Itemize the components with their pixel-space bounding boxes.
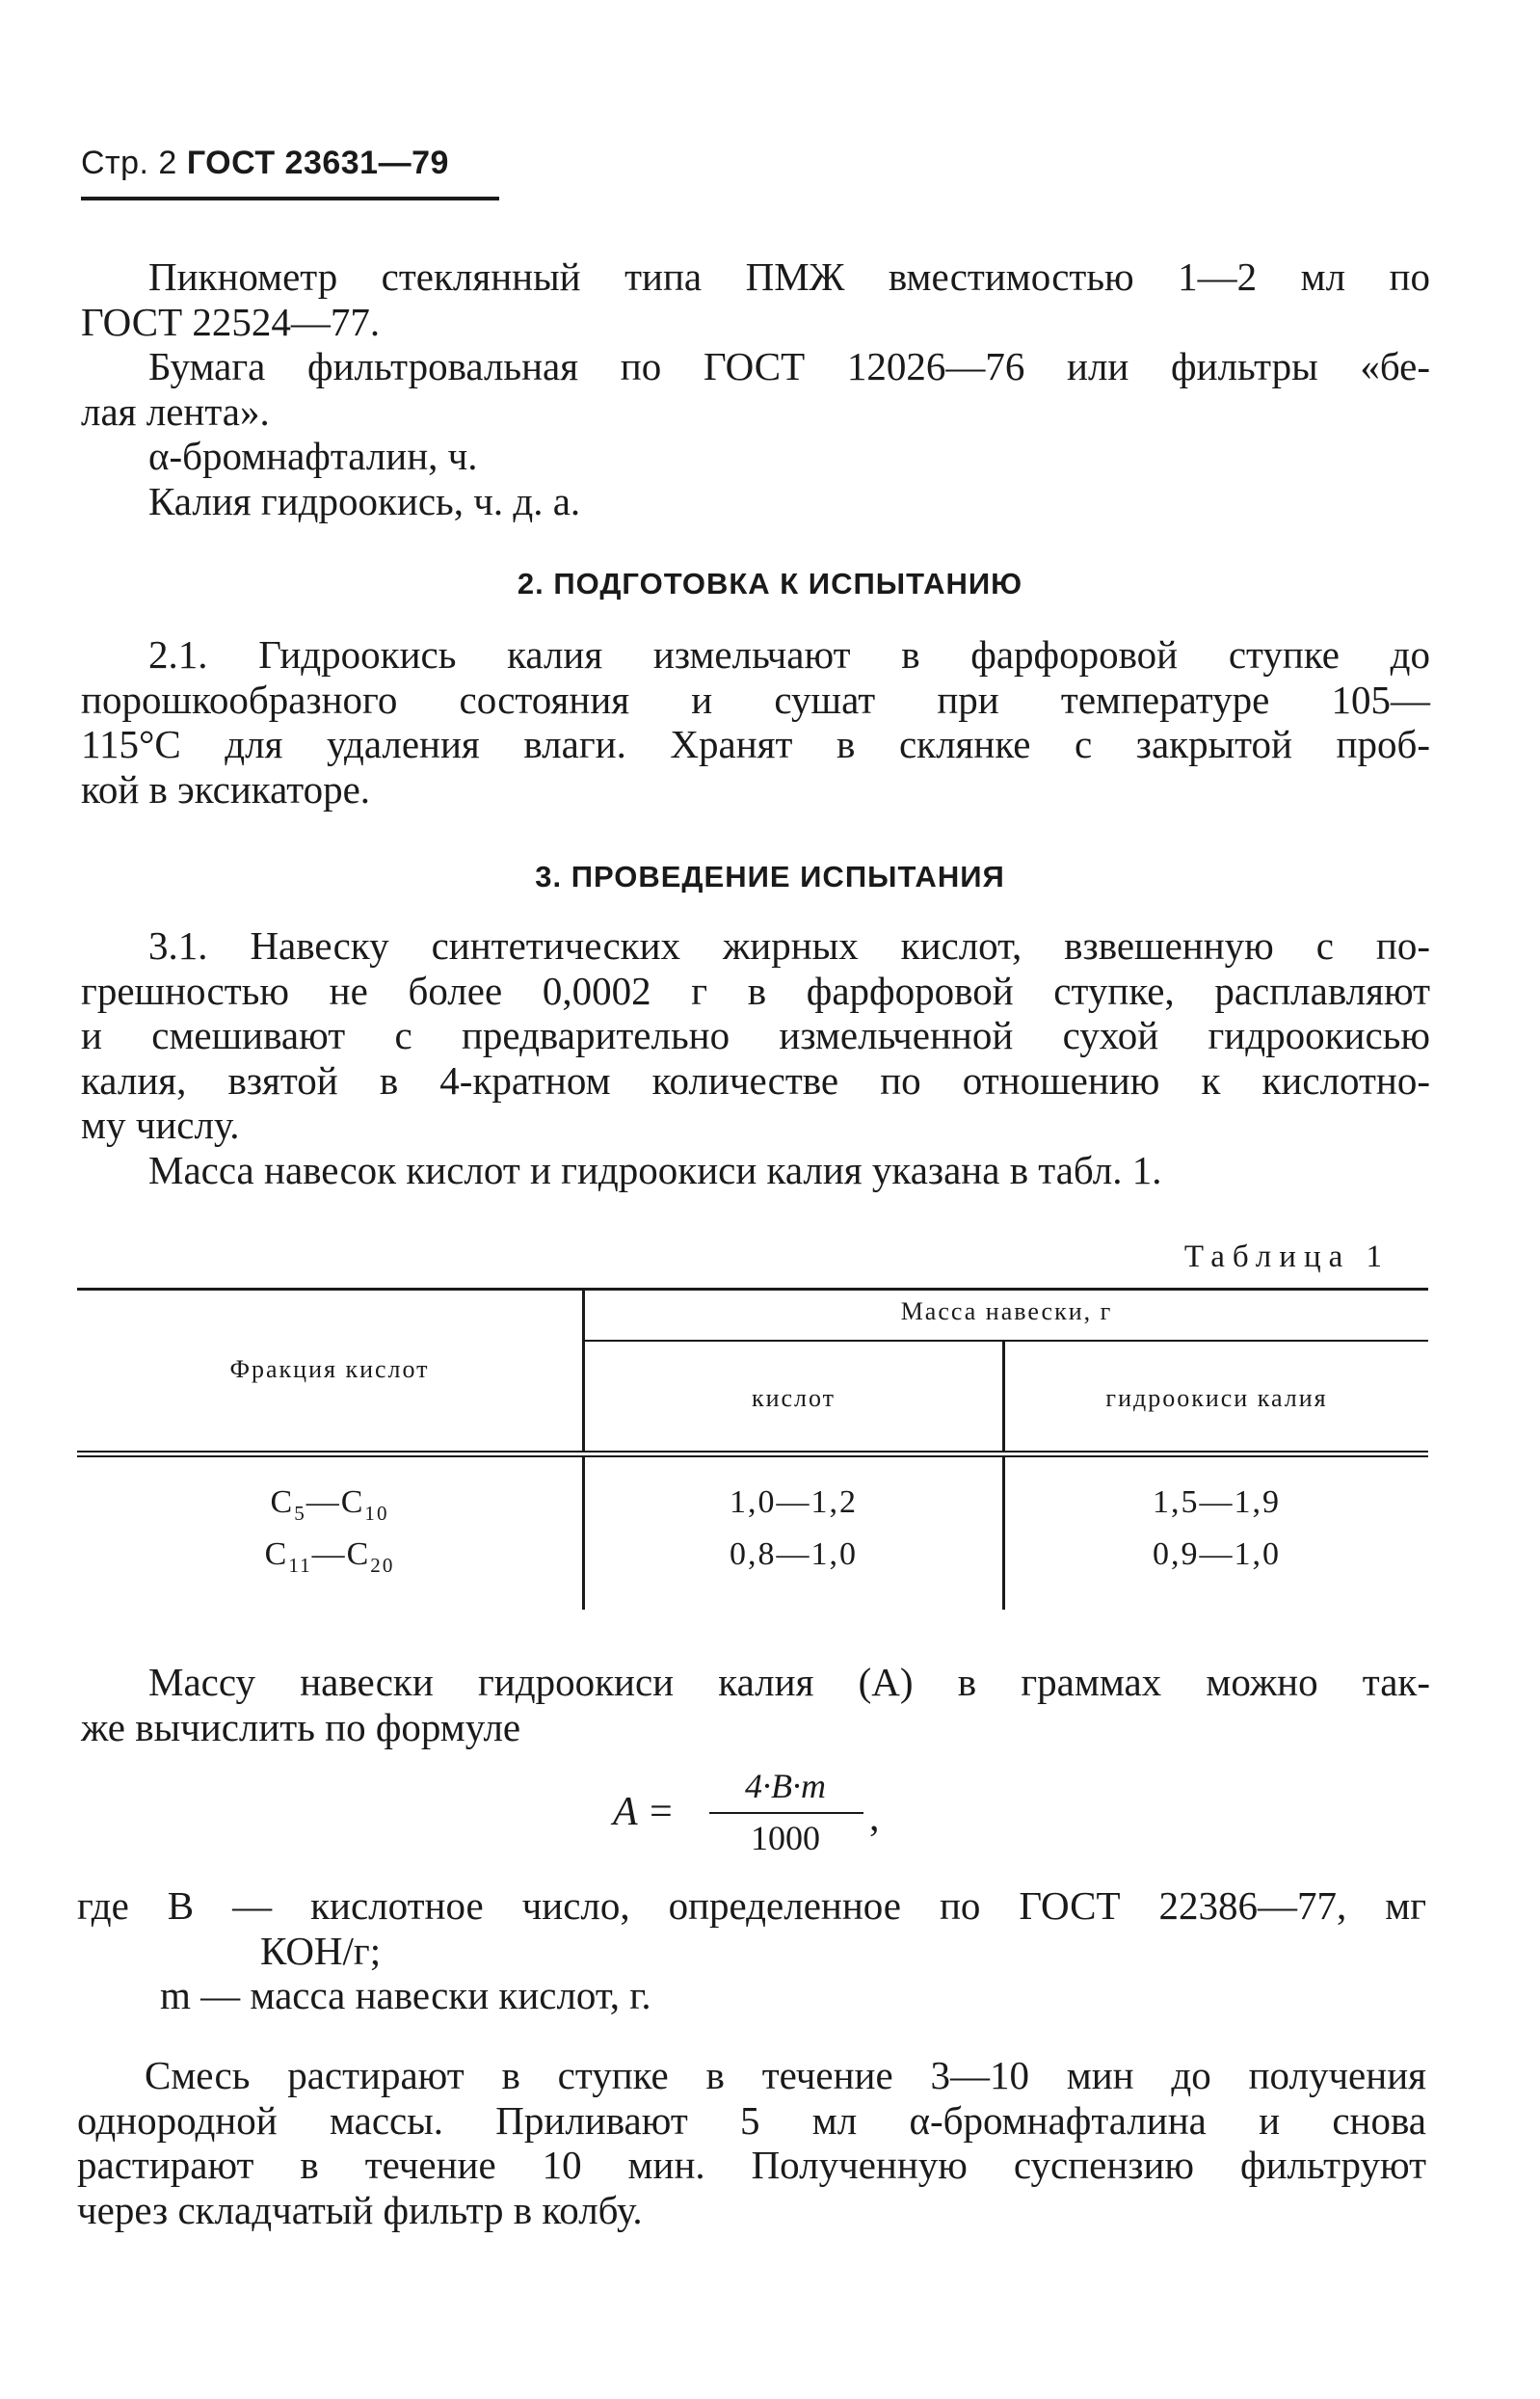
header-rule <box>81 197 499 200</box>
where-line-b <box>77 1883 1426 1929</box>
materials-line: Калия гидроокись, ч. д. а. <box>148 478 581 523</box>
section-title: 2. ПОДГОТОВКА К ИСПЫТАНИЮ <box>517 567 1023 600</box>
table-cell-fraction: $C_{11}—C_{20}$ <box>264 1536 395 1577</box>
where-b-cont: КОН/г; <box>260 1928 382 1973</box>
table-top-rule <box>77 1288 1428 1291</box>
formula-numerator: 4·B·m <box>745 1767 826 1805</box>
where-m-text: масса навески кислот, г. <box>250 1973 651 2017</box>
paragraph-line: 3.1. Навеску синтетических жирных кислот, взвешенную с по- <box>148 923 1430 968</box>
formula-lhs: A = <box>613 1790 675 1834</box>
table-cell-fraction: $C_5—C_{10}$ <box>270 1484 389 1525</box>
table-cell-acid: 1,0—1,2 <box>730 1484 858 1520</box>
where-line-m <box>77 1973 1426 2018</box>
table-col-divider <box>582 1457 585 1610</box>
formula-intro <box>81 1660 1430 1749</box>
table-header-rule <box>77 1451 1428 1453</box>
paragraph-line: порошкообразного состояния и сушат при температуре 105— <box>81 677 1430 722</box>
materials-line: ГОСТ 22524—77. <box>81 299 381 344</box>
paragraph-line: Масса навесок кислот и гидроокиси калия указана в табл. 1. <box>148 1147 1162 1192</box>
section3-paragraph <box>81 923 1430 1192</box>
table-cell-koh: 1,5—1,9 <box>1153 1484 1281 1520</box>
formula-comma: , <box>869 1796 880 1840</box>
page-label: Стр. 2 <box>81 145 177 181</box>
materials-line: Пикнометр стеклянный типа ПМЖ вместимостью 1—2 мл по <box>148 254 1430 299</box>
paragraph-line: кой в эксикаторе. <box>81 766 371 812</box>
column-header-fraction: Фракция кислот <box>229 1355 430 1383</box>
gost-code: ГОСТ 23631—79 <box>186 145 449 181</box>
final-paragraph <box>77 2053 1426 2232</box>
column-header-mass: Масса навески, г <box>900 1297 1113 1325</box>
table-group-rule <box>585 1340 1428 1342</box>
page-header <box>81 145 449 182</box>
table-cell-acid: 0,8—1,0 <box>730 1536 858 1572</box>
paragraph-line: растирают в течение 10 мин. Полученную суспензию фильтруют <box>77 2143 1426 2187</box>
paragraph-line: 2.1. Гидроокись калия измельчают в фарфоровой ступке до <box>148 632 1430 677</box>
materials-line: α-бромнафталин, ч. <box>148 434 478 478</box>
table-col-divider <box>1002 1457 1005 1610</box>
paragraph-line: через складчатый фильтр в колбу. <box>77 2187 643 2232</box>
paragraph-line: однородной массы. Приливают 5 мл α-бромнафталина и снова <box>77 2097 1426 2143</box>
formula-denominator: 1000 <box>751 1819 820 1857</box>
paragraph-line: му числу. <box>81 1103 240 1147</box>
table-header-rule <box>77 1455 1428 1457</box>
section2-paragraph <box>81 632 1430 812</box>
where-block <box>77 1883 1426 2018</box>
where-m-prefix: m — <box>160 1973 241 2017</box>
fraction-bar <box>709 1812 863 1814</box>
table-caption: Таблица 1 <box>1183 1239 1390 1274</box>
materials-line: лая лента». <box>81 388 270 434</box>
materials-line: Бумага фильтровальная по ГОСТ 12026—76 или фильтры «бе- <box>148 344 1430 388</box>
paragraph-line: и смешивают с предварительно измельченной сухой гидроокисью <box>81 1013 1430 1057</box>
paragraph-line: Массу навески гидроокиси калия (А) в граммах можно так- <box>148 1660 1430 1704</box>
paragraph-line: Смесь растирают в ступке в течение 3—10 мин до получения <box>145 2053 1426 2097</box>
column-header-koh: гидроокиси калия <box>1105 1384 1328 1412</box>
table-cell-koh: 0,9—1,0 <box>1153 1536 1281 1572</box>
where-b-prefix: где B — <box>77 1883 273 1928</box>
paragraph-line: же вычислить по формуле <box>81 1704 521 1749</box>
where-b-text: кислотное число, определенное по ГОСТ 22386—77, мг <box>310 1883 1427 1928</box>
section-title: 3. ПРОВЕДЕНИЕ ИСПЫТАНИЯ <box>535 860 1005 893</box>
materials-block <box>81 254 1430 523</box>
paragraph-line: калия, взятой в 4-кратном количестве по отношению к кислотно- <box>81 1057 1430 1103</box>
column-header-acid: кислот <box>751 1384 836 1412</box>
paragraph-line: 115°С для удаления влаги. Хранят в склянке с закрытой проб- <box>81 722 1430 766</box>
paragraph-line: грешностью не более 0,0002 г в фарфоровой ступке, расплавляют <box>81 968 1430 1013</box>
